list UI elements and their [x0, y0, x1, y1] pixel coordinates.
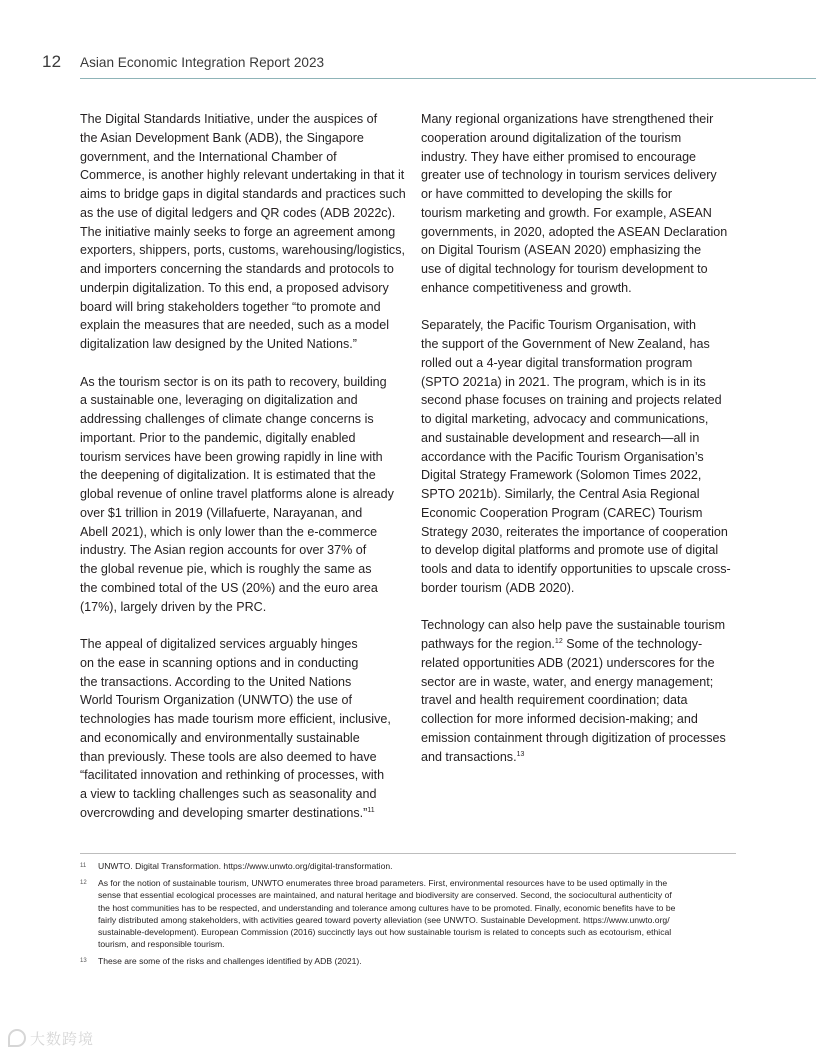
text-line	[80, 804, 396, 823]
text-segment: Some of the technology-	[562, 637, 703, 651]
text-line	[80, 204, 396, 223]
text-line	[80, 448, 396, 467]
text-line	[80, 429, 396, 448]
footnote-text-line: As for the notion of sustainable tourism, UNWTO enumerates three broad parameters. First, environmental resources have to be used optimally in the	[98, 878, 668, 889]
text-segment: than previously. These tools are also deemed to have	[80, 749, 377, 764]
text-segment: The appeal of digitalized services arguably hinges	[80, 637, 358, 651]
text-line: SPTO 2021b). Similarly, the Central Asia Regional	[421, 487, 700, 501]
text-line: emission containment through digitization of processes	[421, 730, 726, 745]
text-line: Separately, the Pacific Tourism Organisation, with	[421, 318, 696, 333]
footnote-11	[80, 860, 740, 872]
text-line	[80, 185, 406, 204]
text-line	[80, 748, 396, 767]
text-line: use of digital technology for tourism development to	[421, 262, 708, 276]
text-line	[80, 710, 396, 729]
left-column	[80, 110, 406, 841]
text-line	[80, 223, 396, 242]
text-line	[80, 523, 396, 542]
text-line	[80, 391, 396, 410]
text-line	[80, 279, 396, 298]
text-line	[80, 298, 396, 317]
text-line	[80, 541, 396, 560]
text-line: (SPTO 2021a) in 2021. The program, which is in its	[421, 374, 706, 389]
text-line	[80, 560, 396, 579]
text-line	[421, 635, 739, 654]
text-segment: exporters, shippers, ports, customs, warehousing/logistics,	[80, 243, 405, 258]
text-line	[80, 766, 396, 785]
text-line	[80, 654, 396, 673]
text-line: Economic Cooperation Program (CAREC) Tourism	[421, 505, 703, 520]
text-segment: the transactions. According to the United Nations	[80, 674, 352, 689]
text-segment: and economically and environmentally sustainable	[80, 730, 360, 745]
text-segment: and importers concerning the standards and protocols to	[80, 262, 394, 276]
paragraph	[80, 110, 406, 354]
text-segment: global revenue of online travel platforms alone is already	[80, 487, 394, 501]
text-segment: underpin digitalization. To this end, a proposed advisory	[80, 280, 389, 295]
footnote-ref-12[interactable]: 12	[554, 638, 563, 645]
footnote-12	[80, 877, 740, 950]
footnote-ref-11[interactable]: 11	[367, 806, 375, 814]
text-line	[80, 466, 396, 485]
footnote-rule	[80, 853, 736, 854]
text-segment: aims to bridge gaps in digital standards and practices such	[80, 187, 406, 201]
paragraph	[421, 316, 739, 597]
text-line: border tourism (ADB 2020).	[421, 580, 575, 595]
text-segment: (17%), largely driven by the PRC.	[80, 599, 267, 614]
text-segment: Abell 2021), which is only lower than the e-commerce	[80, 524, 378, 539]
text-line	[421, 748, 739, 767]
text-line: tools and data to identify opportunities to upscale cross-	[421, 562, 731, 576]
text-line	[80, 729, 396, 748]
text-line: second phase focuses on training and projects related	[421, 393, 722, 408]
footnote-text-line: sustainable-development). European Commission (2016) succinctly lays out how sustainable tourism is related to concepts such as ecotourism, ethical	[98, 927, 672, 938]
text-line	[80, 598, 396, 617]
text-line	[80, 110, 396, 129]
text-segment: the combined total of the US (20%) and the euro area	[80, 580, 378, 595]
text-line	[80, 260, 396, 279]
text-segment: over $1 trillion in 2019 (Villafuerte, Narayanan, and	[80, 505, 363, 520]
text-segment: addressing challenges of climate change concerns is	[80, 412, 374, 426]
text-line: rolled out a 4-year digital transformation program	[421, 355, 693, 370]
paragraph	[421, 616, 739, 766]
text-line: Digital Strategy Framework (Solomon Times 2022,	[421, 468, 702, 483]
text-line	[80, 316, 396, 335]
text-line: related opportunities ADB (2021) underscores for the	[421, 655, 715, 670]
text-segment: on the ease in scanning options and in conducting	[80, 655, 359, 670]
watermark	[8, 1028, 94, 1049]
footnote-number: 12	[80, 880, 87, 887]
text-segment: “facilitated innovation and rethinking of processes, with	[80, 768, 385, 783]
footnote-ref-13[interactable]: 13	[516, 750, 525, 758]
text-line: the support of the Government of New Zealand, has	[421, 337, 710, 351]
footnote-text-line: sense that essential ecological processes are maintained, and natural heritage and biodiversity are conserved. Second, the sociocultural authenticity of	[98, 890, 672, 901]
text-line	[80, 485, 396, 504]
footnote-text-line: the host communities has to be respected, and understanding and tolerance among cultures have to be promoted. Finally, economic benefits have to be	[98, 902, 676, 913]
footnote-text-line: tourism, and responsible tourism.	[98, 939, 225, 950]
text-line	[80, 166, 405, 185]
text-line	[80, 148, 396, 167]
text-line: to digital marketing, advocacy and communications,	[421, 412, 709, 426]
text-line: cooperation around digitalization of the tourism	[421, 130, 682, 145]
text-line: greater use of technology in tourism services delivery	[421, 168, 717, 183]
page-number: 12	[42, 52, 62, 71]
text-line: Strategy 2030, reiterates the importance of cooperation	[421, 524, 728, 539]
text-segment: pathways for the region.	[421, 637, 555, 651]
text-line	[80, 373, 396, 392]
text-line: on Digital Tourism (ASEAN 2020) emphasizing the	[421, 243, 702, 258]
text-line	[80, 241, 405, 260]
text-segment: board will bring stakeholders together “to promote and	[80, 299, 381, 314]
text-line: enhance competitiveness and growth.	[421, 280, 632, 295]
text-line: Many regional organizations have strengthened their	[421, 112, 714, 126]
text-line: Technology can also help pave the sustainable tourism	[421, 618, 726, 633]
text-segment: the Asian Development Bank (ADB), the Singapore	[80, 130, 364, 145]
header-rule	[80, 78, 816, 79]
text-line	[80, 785, 396, 804]
footnote-text-line: These are some of the risks and challenges identified by ADB (2021).	[98, 956, 362, 967]
text-line: sector are in waste, water, and energy management;	[421, 674, 714, 689]
text-line	[80, 673, 396, 692]
watermark-logo-icon	[8, 1029, 26, 1047]
text-line: tourism marketing and growth. For example, ASEAN	[421, 205, 712, 220]
text-segment: a view to tackling challenges such as seasonality and	[80, 787, 377, 801]
text-segment: the global revenue pie, which is roughly the same as	[80, 562, 372, 576]
footnote-number: 13	[80, 958, 87, 965]
running-title: Asian Economic Integration Report 2023	[80, 55, 325, 70]
text-segment: industry. The Asian region accounts for over 37% of	[80, 543, 367, 558]
text-segment: the deepening of digitalization. It is estimated that the	[80, 468, 376, 483]
text-line: accordance with the Pacific Tourism Organisation’s	[421, 449, 704, 464]
watermark-text: 大数跨境	[30, 1030, 95, 1048]
text-line: industry. They have either promised to encourage	[421, 149, 697, 164]
text-line: to develop digital platforms and promote use of digital	[421, 543, 719, 558]
text-line	[80, 504, 396, 523]
text-segment: government, and the International Chamber of	[80, 149, 337, 164]
text-line: governments, in 2020, adopted the ASEAN Declaration	[421, 224, 728, 239]
text-line	[80, 579, 396, 598]
text-line: collection for more informed decision-making; and	[421, 712, 698, 726]
text-segment: The Digital Standards Initiative, under the auspices of	[80, 112, 378, 126]
text-segment: digitalization law designed by the United Nations.”	[80, 337, 357, 351]
paragraph	[80, 373, 396, 617]
footnote-text-line: UNWTO. Digital Transformation. https://www.unwto.org/digital-transformation.	[98, 861, 393, 871]
footnote-text-line: fairly distributed among stakeholders, with activities geared toward poverty alleviation (see UNWTO. Sustainable Development. https://www.unwto.org/	[98, 914, 670, 925]
text-segment: World Tourism Organization (UNWTO) the use of	[80, 693, 352, 708]
footnote-number: 11	[80, 863, 87, 869]
text-segment: tourism services have been growing rapidly in line with	[80, 449, 383, 464]
text-line	[80, 635, 396, 654]
text-line	[80, 410, 396, 429]
text-line: travel and health requirement coordination; data	[421, 693, 688, 708]
text-line: and sustainable development and research—all in	[421, 430, 700, 445]
footnote-13	[80, 955, 740, 967]
text-line	[80, 335, 396, 354]
paragraph	[421, 110, 739, 298]
text-line	[80, 129, 396, 148]
text-segment: a sustainable one, leveraging on digitalization and	[80, 393, 358, 408]
text-line: or have committed to developing the skills for	[421, 187, 673, 201]
text-segment: technologies has made tourism more efficient, inclusive,	[80, 712, 391, 726]
text-line	[80, 691, 396, 710]
paragraph	[80, 635, 396, 823]
text-segment: Commerce, is another highly relevant undertaking in that it	[80, 168, 405, 183]
footnotes	[80, 860, 740, 973]
text-segment: The initiative mainly seeks to forge an agreement among	[80, 224, 396, 239]
text-segment: important. Prior to the pandemic, digitally enabled	[80, 430, 356, 445]
right-column	[421, 110, 739, 785]
text-segment: explain the measures that are needed, such as a model	[80, 318, 389, 333]
text-segment: as the use of digital ledgers and QR codes (ADB 2022c).	[80, 205, 396, 220]
text-segment: overcrowding and developing smarter destinations.”	[80, 805, 368, 820]
text-segment: and transactions.	[421, 749, 517, 764]
text-segment: As the tourism sector is on its path to recovery, building	[80, 374, 387, 389]
